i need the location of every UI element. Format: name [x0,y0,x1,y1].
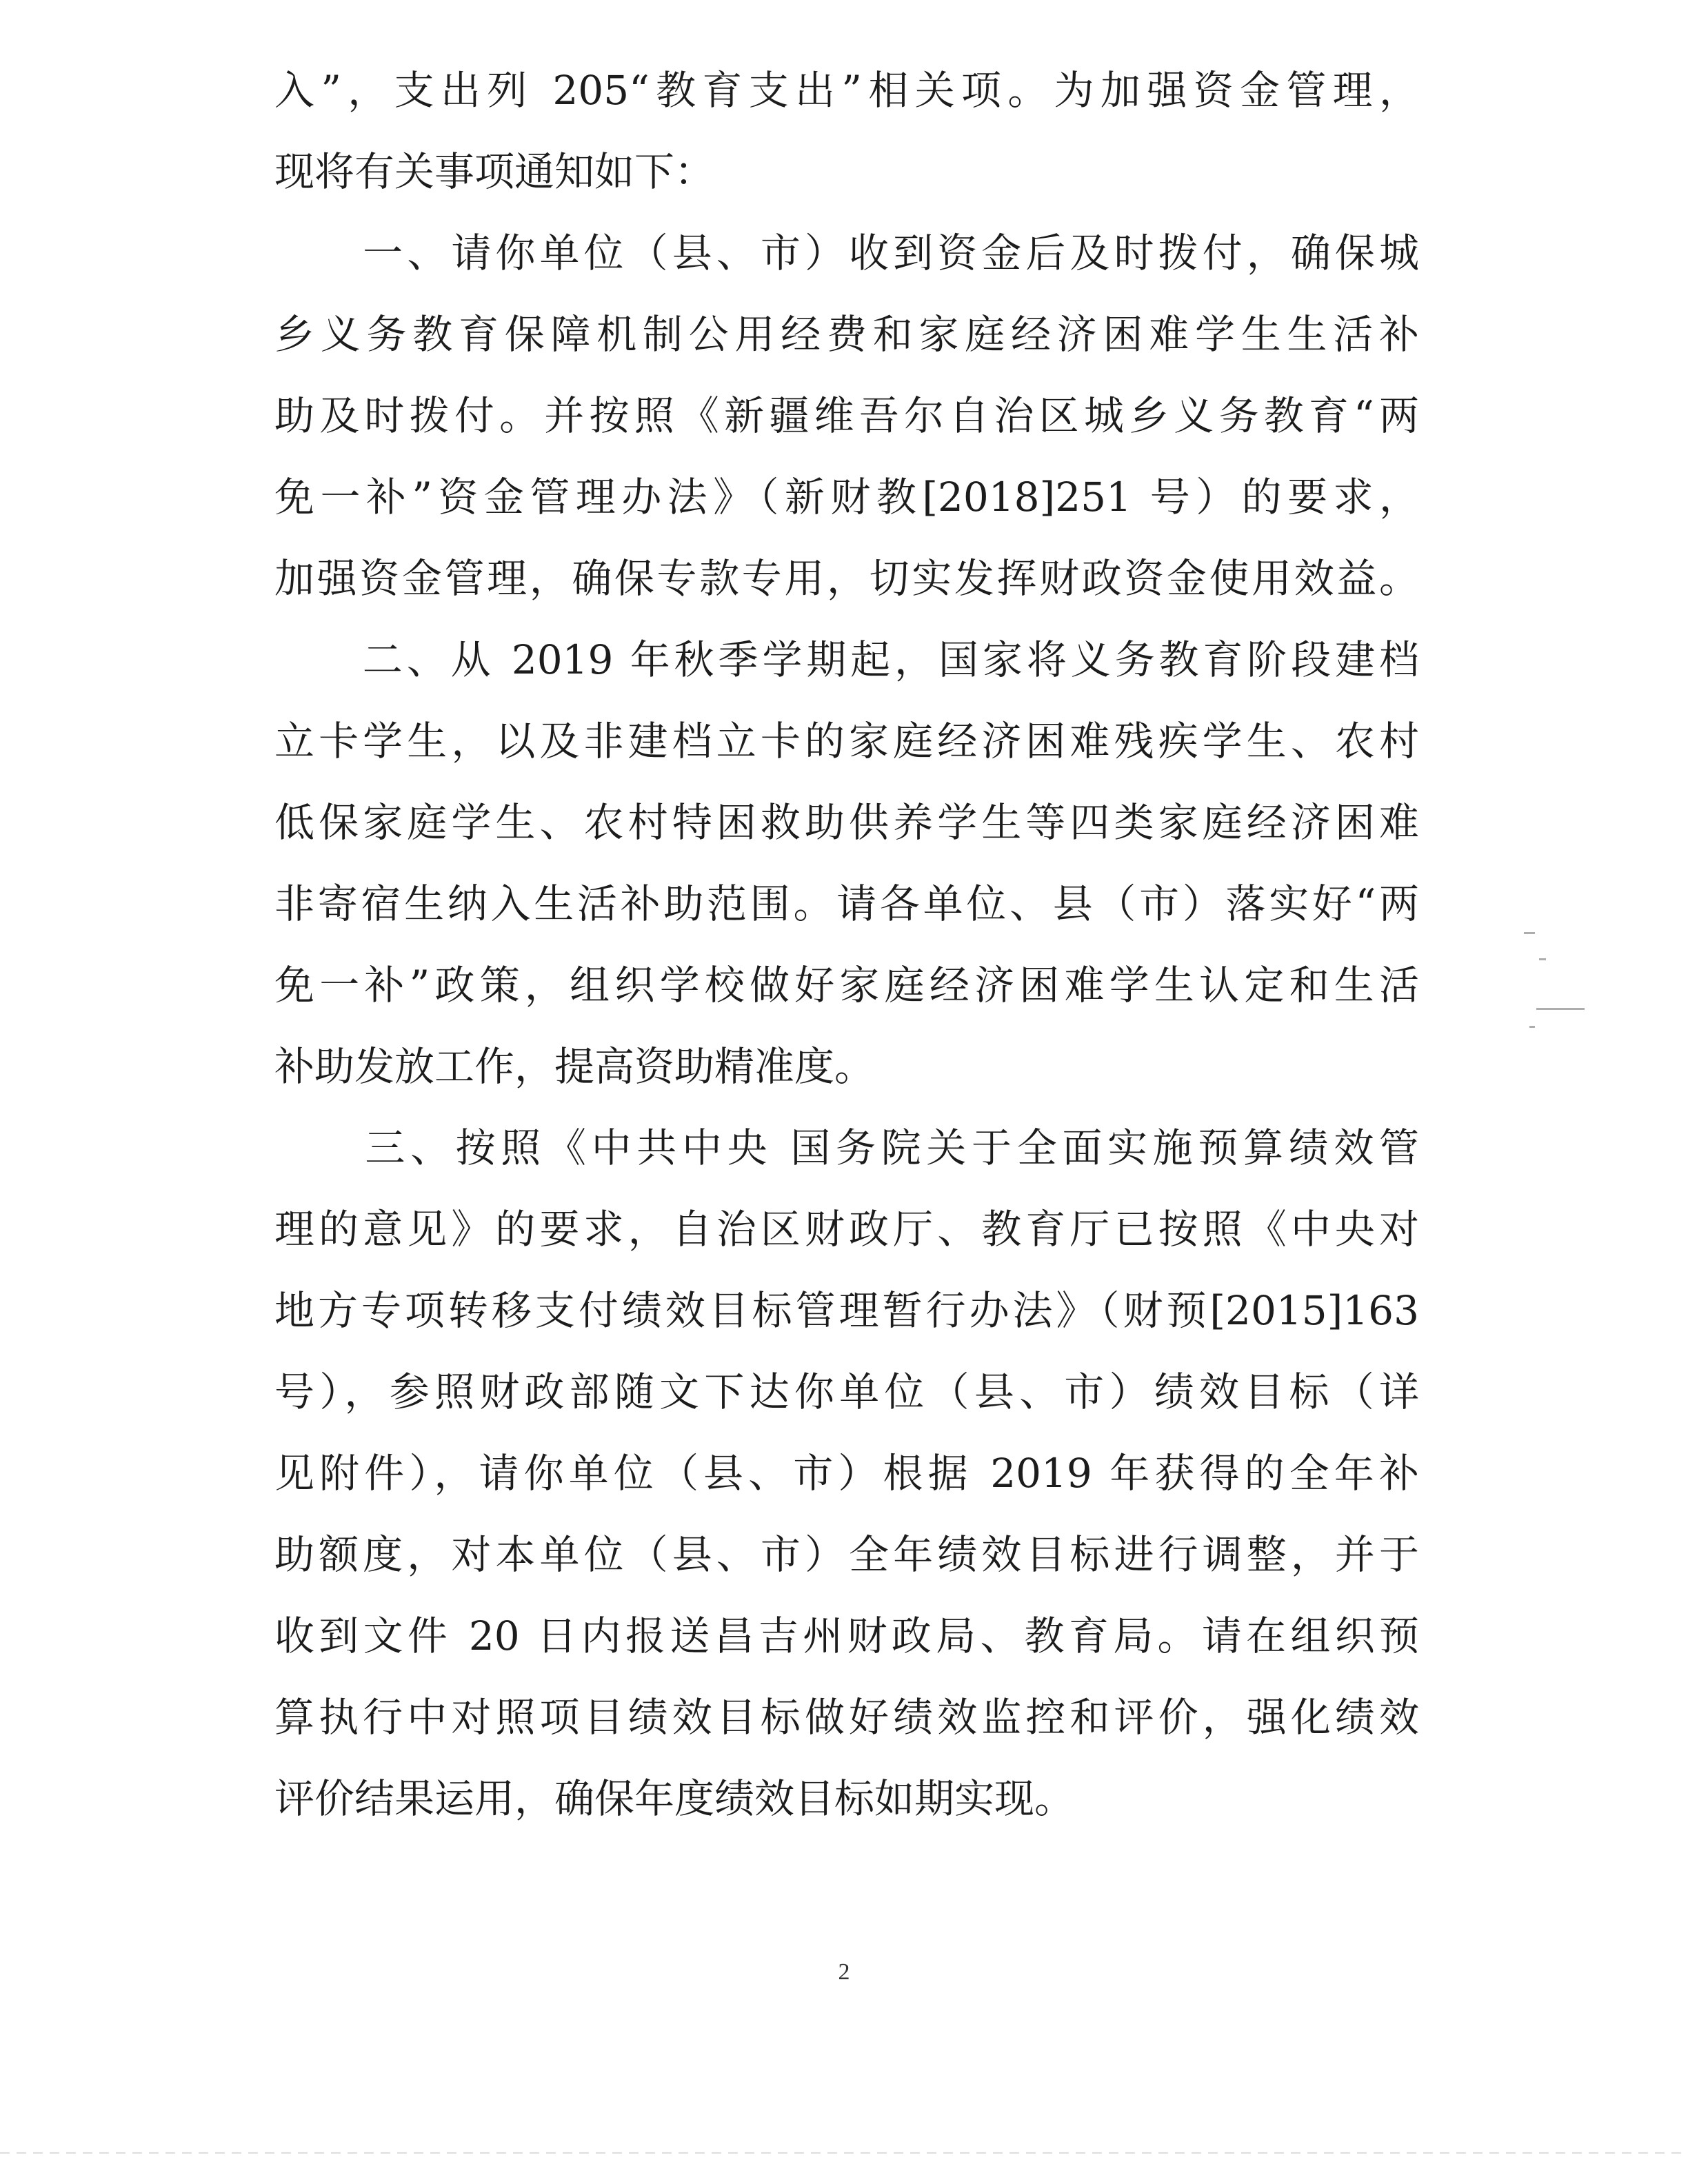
text-line: 二、从 2019 年秋季学期起，国家将义务教育阶段建档 [274,636,1419,683]
text-line: 理的意见》的要求，自治区财政厅、教育厅已按照《中央对 [274,1206,1419,1253]
text-line: 现将有关事项通知如下： [274,148,715,195]
page-number: 2 [838,1959,850,1985]
text-line: 补助发放工作，提高资助精准度。 [274,1043,875,1090]
text-line: 助及时拨付。并按照《新疆维吾尔自治区城乡义务教育“两 [274,392,1419,439]
text-line: 收到文件 20 日内报送昌吉州财政局、教育局。请在组织预 [274,1612,1419,1659]
scan-speck [1539,958,1546,960]
text-line: 入”，支出列 205“教育支出”相关项。为加强资金管理， [274,67,1419,114]
text-line: 三、按照《中共中央 国务院关于全面实施预算绩效管 [274,1124,1419,1171]
text-line: 号），参照财政部随文下达你单位（县、市）绩效目标（详 [274,1368,1419,1415]
text-line: 非寄宿生纳入生活补助范围。请各单位、县（市）落实好“两 [274,880,1419,927]
text-line: 见附件），请你单位（县、市）根据 2019 年获得的全年补 [274,1450,1419,1497]
text-line: 立卡学生，以及非建档立卡的家庭经济困难残疾学生、农村 [274,718,1419,765]
text-line: 一、请你单位（县、市）收到资金后及时拨付，确保城 [274,230,1419,276]
text-line: 乡义务教育保障机制公用经费和家庭经济困难学生生活补 [274,311,1419,358]
scan-speck [1529,1026,1535,1028]
text-line: 算执行中对照项目绩效目标做好绩效监控和评价，强化绩效 [274,1694,1419,1741]
text-line: 免一补”资金管理办法》（新财教[2018]251 号）的要求， [274,474,1419,520]
scan-speck [1524,932,1535,934]
text-line: 评价结果运用，确保年度绩效目标如期实现。 [274,1775,1075,1822]
scan-speck [1536,1008,1585,1010]
scan-bottom-edge [0,2152,1688,2154]
text-line: 免一补”政策，组织学校做好家庭经济困难学生认定和生活 [274,962,1419,1009]
body-text [274,50,1419,1839]
text-line: 加强资金管理，确保专款专用，切实发挥财政资金使用效益。 [274,555,1419,602]
text-line: 助额度，对本单位（县、市）全年绩效目标进行调整，并于 [274,1531,1419,1578]
text-line: 低保家庭学生、农村特困救助供养学生等四类家庭经济困难 [274,799,1419,846]
text-line: 地方专项转移支付绩效目标管理暂行办法》（财预[2015]163 [274,1287,1419,1334]
